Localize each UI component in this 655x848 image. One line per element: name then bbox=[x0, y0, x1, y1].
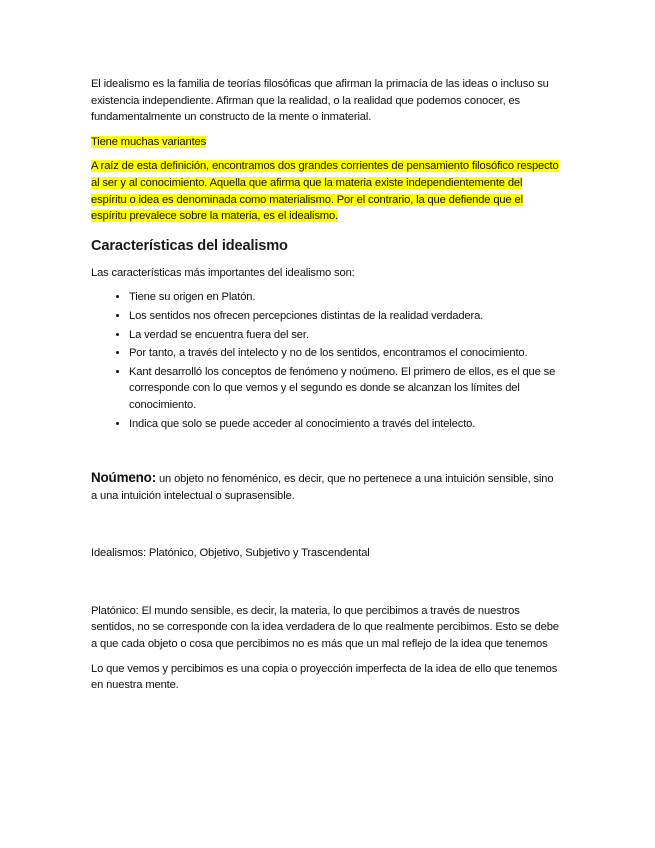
list-item: • Indica que solo se puede acceder al conocimiento a través del intelecto. bbox=[129, 416, 559, 433]
spacer bbox=[91, 512, 559, 545]
characteristics-heading: Características del idealismo bbox=[91, 237, 288, 254]
noumeno-term: Noúmeno: bbox=[91, 470, 157, 486]
characteristics-lead: Las características más importantes del idealismo son: bbox=[91, 266, 355, 279]
list-item: • Los sentidos nos ofrecen percepciones distintas de la realidad verdadera. bbox=[129, 308, 559, 325]
characteristics-list bbox=[91, 289, 559, 432]
noumeno-definition: un objeto no fenoménico, es decir, que no pertenece a una intuición sensible, sino a una intuición intelectual o suprasensible. bbox=[91, 473, 554, 502]
platonic-paragraph: Platónico: El mundo sensible, es decir, la materia, lo que percibimos a través de nuestros sentidos, no se corresponde con la idea verdadera de lo que realmente percibimos. Esto se debe a que cada objeto o cosa que percibimos no es más que un mal reflejo de la idea que tenemos bbox=[91, 604, 559, 651]
copy-paragraph: Lo que vemos y percibimos es una copia o proyección imperfecta de la idea de ello que tenemos en nuestra mente. bbox=[91, 662, 558, 692]
variants-note bbox=[91, 134, 559, 151]
intro-paragraph: El idealismo es la familia de teorías filosóficas que afirman la primacía de las ideas o incluso su existencia independiente. Afirman que la realidad, o la realidad que podemos conocer, es fundamentalmente un constructo de la mente o inmaterial. bbox=[91, 78, 549, 124]
spacer bbox=[91, 434, 559, 470]
list-item: • Kant desarrolló los conceptos de fenómeno y noúmeno. El primero de ellos, es el que se corresponde con lo que vemos y el segundo es donde se alcanzan los límites del conocimiento. bbox=[129, 364, 559, 414]
variants-highlight: Tiene muchas variantes bbox=[91, 135, 207, 148]
list-item: • Por tanto, a través del intelecto y no de los sentidos, encontramos el conocimiento. bbox=[129, 345, 559, 362]
currents-paragraph bbox=[91, 158, 559, 224]
list-item: • Tiene su origen en Platón. bbox=[129, 289, 559, 306]
document-page bbox=[91, 76, 559, 702]
spacer bbox=[91, 570, 559, 603]
noumeno-paragraph bbox=[91, 470, 559, 504]
currents-highlight: A raíz de esta definición, encontramos dos grandes corrientes de pensamiento filosófico respecto al ser y al conocimiento. Aquella que afirma que la materia existe independientemente del espíritu o idea es denominada como materialismo. Por el contrario, la que defiende que el espíritu prevalece sobre la materia, es el idealismo. bbox=[91, 160, 559, 223]
list-item: • La verdad se encuentra fuera del ser. bbox=[129, 327, 559, 344]
idealisms-line: Idealismos: Platónico, Objetivo, Subjetivo y Trascendental bbox=[91, 547, 370, 560]
